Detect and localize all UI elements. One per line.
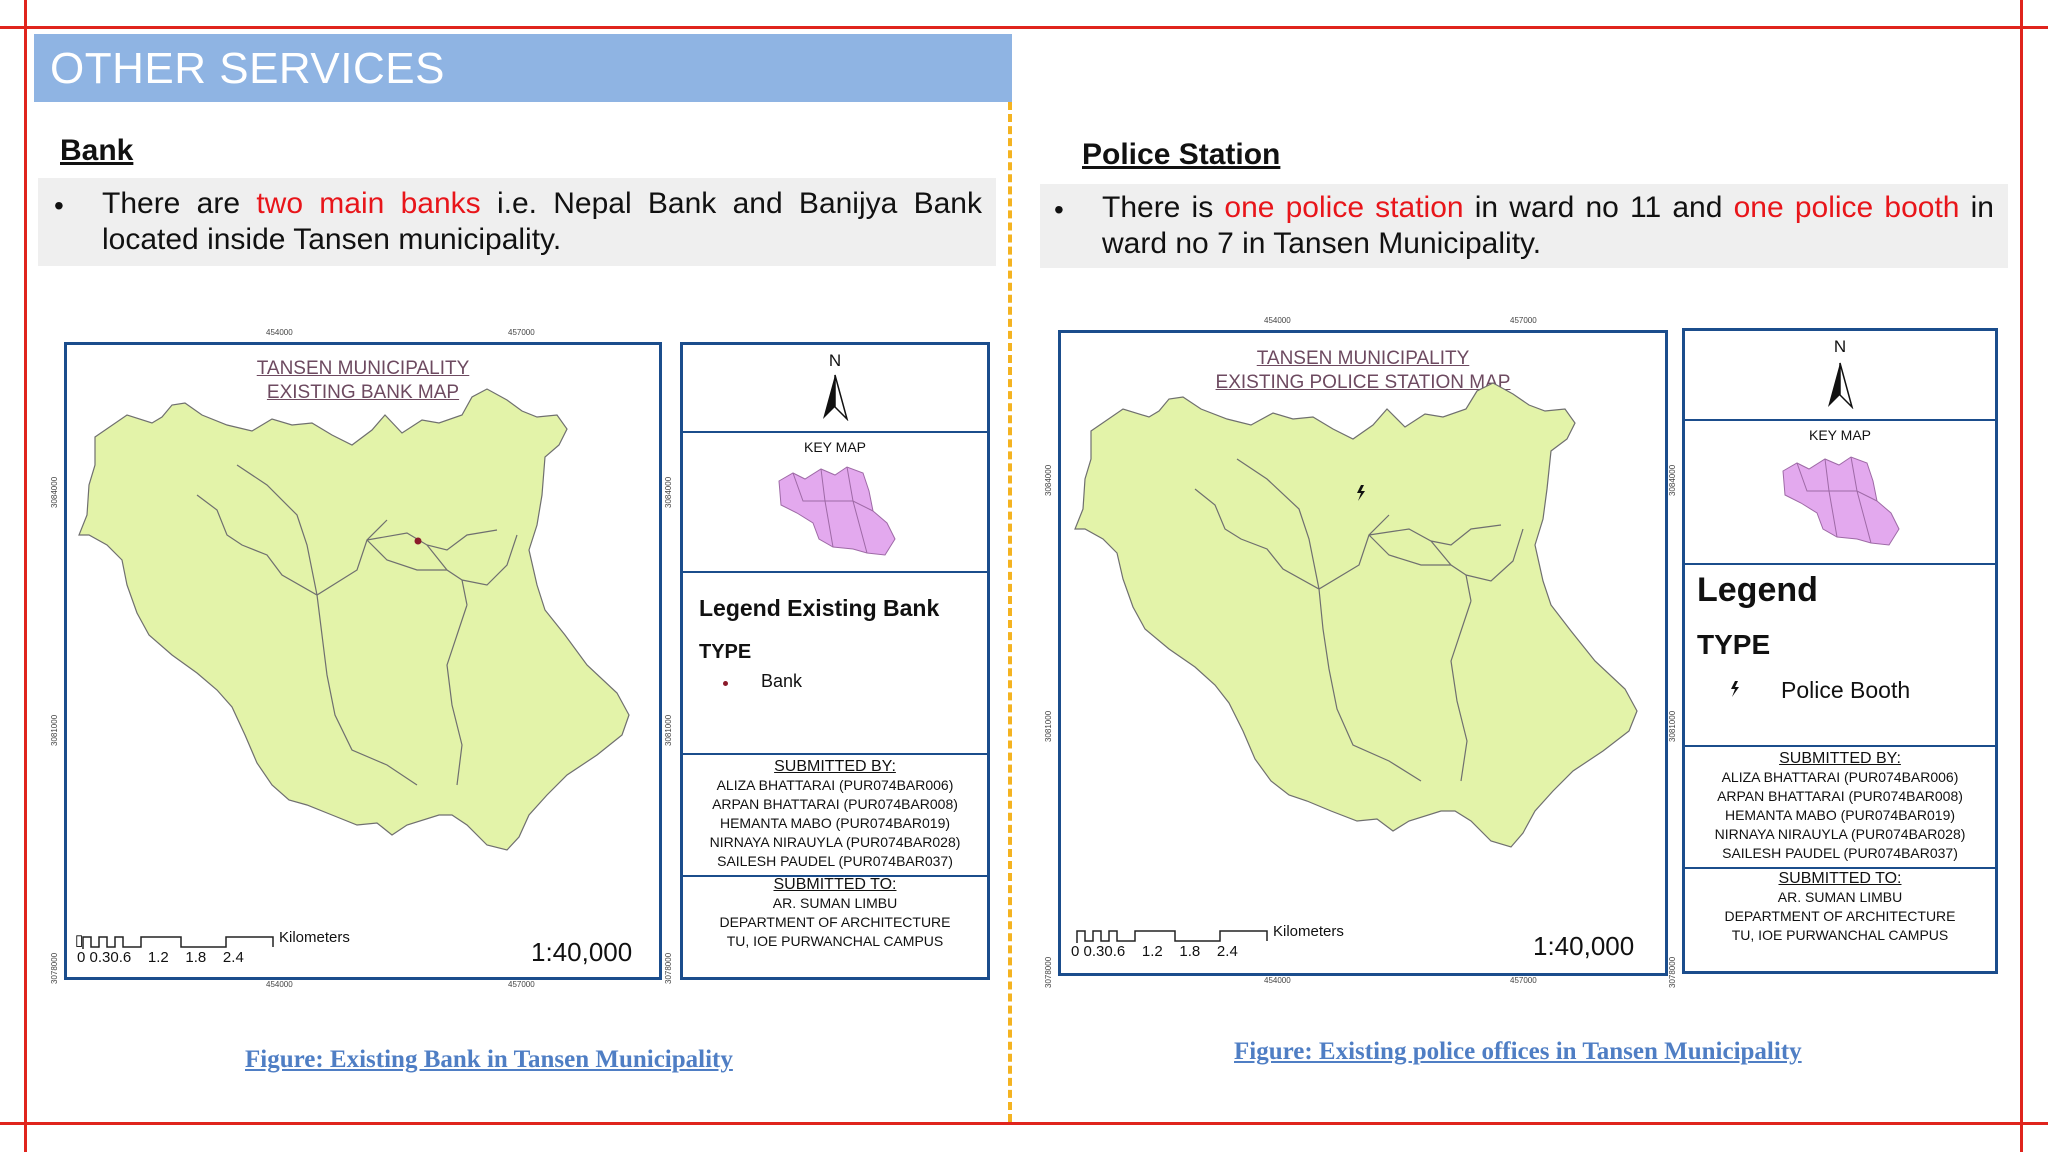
police-submitted-by-label: SUBMITTED BY: bbox=[1779, 750, 1901, 767]
frame-bottom-line bbox=[0, 1122, 2048, 1125]
police-coord-left-2: 3081000 bbox=[1044, 710, 1053, 742]
police-coord-top-1: 454000 bbox=[1264, 316, 1291, 325]
bank-scale-ticks: 0 0.30.6 1.2 1.8 2.4 bbox=[77, 949, 244, 966]
bank-north-label: N bbox=[828, 351, 842, 370]
police-coord-right-2: 3081000 bbox=[1668, 710, 1677, 742]
bank-coord-bottom-2: 457000 bbox=[508, 980, 535, 989]
bank-legend-type: TYPE bbox=[699, 641, 752, 663]
bank-heading: Bank bbox=[60, 134, 134, 167]
police-map-panel bbox=[1682, 328, 1998, 974]
police-bullet bbox=[1040, 184, 2008, 268]
bank-coord-right-1: 3084000 bbox=[664, 476, 673, 508]
police-coord-top-2: 457000 bbox=[1510, 316, 1537, 325]
bank-scale-units: Kilometers bbox=[279, 929, 350, 946]
section-header bbox=[34, 34, 1012, 102]
bank-location-marker bbox=[415, 538, 422, 545]
bullet-mark: • bbox=[54, 190, 64, 221]
bank-student-4: NIRNAYA NIRAUYLA (PUR074BAR028) bbox=[709, 834, 961, 850]
bank-legend-title: Legend Existing Bank bbox=[699, 595, 940, 621]
police-student-2: ARPAN BHATTARAI (PUR074BAR008) bbox=[1717, 788, 1963, 804]
police-campus: TU, IOE PURWANCHAL CAMPUS bbox=[1731, 927, 1949, 943]
police-department: DEPARTMENT OF ARCHITECTURE bbox=[1724, 908, 1956, 924]
page-title: OTHER SERVICES bbox=[50, 44, 445, 93]
center-divider bbox=[1008, 102, 1012, 1122]
bank-coord-left-3: 3078000 bbox=[50, 952, 59, 984]
police-text-emphasis1: one police station bbox=[1224, 191, 1464, 224]
bank-submitted-to-label: SUBMITTED TO: bbox=[773, 876, 897, 893]
police-map-title-line1: TANSEN MUNICIPALITY bbox=[1256, 348, 1470, 369]
bullet-mark: • bbox=[1054, 194, 1064, 225]
bank-scale-bar bbox=[81, 929, 301, 951]
police-text-emphasis2: one police booth bbox=[1733, 191, 1960, 224]
police-submitted-to bbox=[1685, 869, 1995, 945]
police-scale-bar bbox=[1075, 923, 1295, 945]
police-supervisor: AR. SUMAN LIMBU bbox=[1777, 889, 1903, 905]
police-legend-item: Police Booth bbox=[1781, 677, 1911, 703]
bank-coord-left-1: 3084000 bbox=[50, 476, 59, 508]
frame-top-line bbox=[0, 26, 2048, 29]
bank-department: DEPARTMENT OF ARCHITECTURE bbox=[719, 914, 951, 930]
police-text-part2: in ward no 11 and bbox=[1463, 191, 1734, 224]
police-student-4: NIRNAYA NIRAUYLA (PUR074BAR028) bbox=[1714, 826, 1966, 842]
bank-coord-right-3: 3078000 bbox=[664, 952, 673, 984]
north-arrow-icon bbox=[820, 373, 850, 421]
bank-campus: TU, IOE PURWANCHAL CAMPUS bbox=[726, 933, 944, 949]
bank-student-3: HEMANTA MABO (PUR074BAR019) bbox=[719, 815, 951, 831]
bank-figure-caption: Figure: Existing Bank in Tansen Municipality bbox=[245, 1046, 733, 1073]
police-text-part3: in ward no 7 in Tansen Municipality. bbox=[1102, 191, 1994, 260]
police-coord-right-1: 3084000 bbox=[1668, 464, 1677, 496]
police-coord-left-3: 3078000 bbox=[1044, 956, 1053, 988]
bank-submitted-by bbox=[683, 755, 987, 877]
police-coord-bottom-1: 454000 bbox=[1264, 976, 1291, 985]
police-student-5: SAILESH PAUDEL (PUR074BAR037) bbox=[1722, 845, 1958, 861]
police-heading: Police Station bbox=[1082, 138, 1281, 171]
bank-submitted-to bbox=[683, 875, 987, 951]
bank-coord-top-1: 454000 bbox=[266, 328, 293, 337]
police-legend-title: Legend bbox=[1697, 571, 1818, 609]
bank-text-part2: i.e. Nepal Bank and Banijya Bank located inside Tansen municipality. bbox=[102, 187, 982, 256]
bank-keymap-cell bbox=[683, 433, 987, 573]
bank-map-shape bbox=[67, 345, 659, 977]
police-map-shape bbox=[1061, 333, 1665, 973]
bank-bullet bbox=[38, 178, 996, 266]
police-coord-left-1: 3084000 bbox=[1044, 464, 1053, 496]
bank-supervisor: AR. SUMAN LIMBU bbox=[772, 895, 898, 911]
bank-north-cell bbox=[683, 345, 987, 433]
police-submitted-by bbox=[1685, 747, 1995, 869]
bank-student-1: ALIZA BHATTARAI (PUR074BAR006) bbox=[716, 777, 954, 793]
bank-student-2: ARPAN BHATTARAI (PUR074BAR008) bbox=[712, 796, 958, 812]
bank-text-emphasis: two main banks bbox=[256, 187, 481, 220]
north-arrow-icon bbox=[1825, 361, 1855, 409]
bank-map-panel bbox=[680, 342, 990, 980]
key-map-icon bbox=[1777, 451, 1917, 551]
bank-bullet-text bbox=[102, 186, 982, 258]
bank-coord-bottom-1: 454000 bbox=[266, 980, 293, 989]
bank-legend-item: Bank bbox=[761, 671, 803, 691]
bank-coord-left-2: 3081000 bbox=[50, 714, 59, 746]
police-student-1: ALIZA BHATTARAI (PUR074BAR006) bbox=[1721, 769, 1959, 785]
police-student-3: HEMANTA MABO (PUR074BAR019) bbox=[1724, 807, 1956, 823]
police-legend-cell bbox=[1685, 565, 1995, 747]
police-figure-caption: Figure: Existing police offices in Tansen Municipality bbox=[1234, 1038, 1802, 1065]
police-submitted-to-label: SUBMITTED TO: bbox=[1778, 870, 1902, 887]
svg-text:▯: ▯ bbox=[75, 932, 84, 949]
police-coord-bottom-2: 457000 bbox=[1510, 976, 1537, 985]
police-bullet-text bbox=[1102, 190, 1994, 262]
police-map-title-line2: EXISTING POLICE STATION MAP bbox=[1215, 372, 1511, 393]
bank-map-title-line1: TANSEN MUNICIPALITY bbox=[256, 358, 470, 379]
frame-left-line bbox=[24, 0, 27, 1152]
bank-legend-cell bbox=[683, 573, 987, 755]
bank-map-ratio: 1:40,000 bbox=[531, 937, 633, 967]
police-north-cell bbox=[1685, 331, 1995, 421]
bank-coord-top-2: 457000 bbox=[508, 328, 535, 337]
police-legend-type: TYPE bbox=[1697, 629, 1771, 660]
frame-right-line bbox=[2020, 0, 2023, 1152]
bank-dot-icon bbox=[723, 681, 728, 686]
police-keymap-cell bbox=[1685, 421, 1995, 565]
police-map-ratio: 1:40,000 bbox=[1533, 931, 1635, 961]
police-north-label: N bbox=[1833, 337, 1847, 356]
police-booth-icon bbox=[1729, 681, 1741, 697]
bank-keymap-label: KEY MAP bbox=[804, 439, 866, 455]
bank-coord-right-2: 3081000 bbox=[664, 714, 673, 746]
police-text-part1: There is bbox=[1102, 191, 1225, 224]
bank-submitted-by-label: SUBMITTED BY: bbox=[774, 758, 896, 775]
police-scale-ticks: 0 0.30.6 1.2 1.8 2.4 bbox=[1071, 943, 1238, 960]
police-scale-units: Kilometers bbox=[1273, 923, 1344, 940]
bank-map-frame bbox=[64, 342, 662, 980]
bank-text-part1: There are bbox=[102, 187, 257, 220]
police-map-frame bbox=[1058, 330, 1668, 976]
police-coord-right-3: 3078000 bbox=[1668, 956, 1677, 988]
bank-student-5: SAILESH PAUDEL (PUR074BAR037) bbox=[717, 853, 953, 869]
key-map-icon bbox=[773, 461, 913, 561]
bank-map-title-line2: EXISTING BANK MAP bbox=[266, 382, 460, 403]
police-keymap-label: KEY MAP bbox=[1809, 427, 1871, 443]
